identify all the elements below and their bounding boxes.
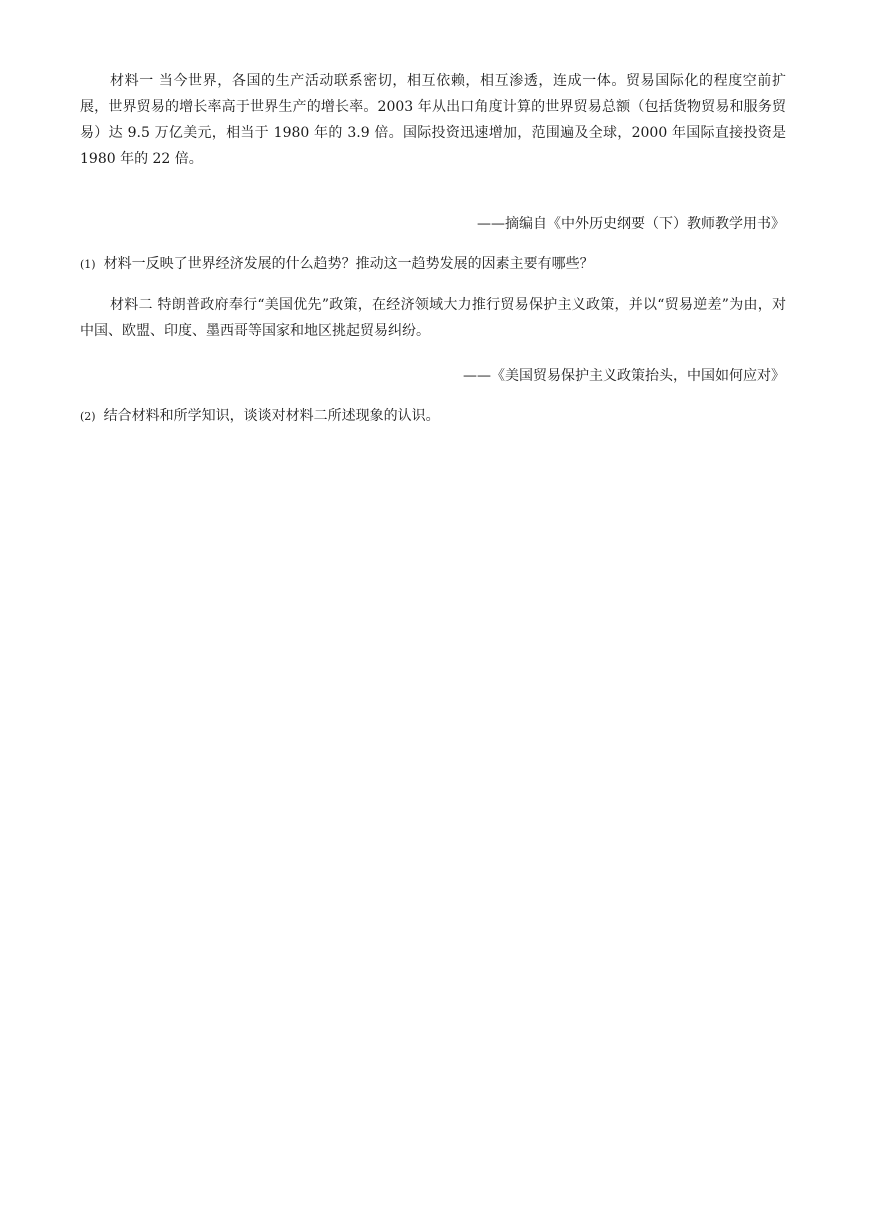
question-one-number: (1) (80, 258, 96, 271)
material-two-paragraph: 材料二 特朗普政府奉行“美国优先”政策，在经济领域大力推行贸易保护主义政策，并以“贸易逆差”为由，对中国、欧盟、印度、墨西哥等国家和地区挑起贸易纠纷。 (80, 297, 786, 339)
material-two-source: ——《美国贸易保护主义政策抬头，中国如何应对》 (463, 368, 785, 384)
question-one (80, 252, 786, 277)
question-two-text: 结合材料和所学知识，谈谈对材料二所述现象的认识。 (103, 408, 440, 424)
question-two-number: (2) (80, 410, 96, 423)
question-two (80, 404, 786, 429)
material-one-paragraph: 材料一 当今世界，各国的生产活动联系密切，相互依赖，相互渗透，连成一体。贸易国际化的程度空前扩展，世界贸易的增长率高于世界生产的增长率。2003 年从出口角度计算的世界贸易总额（包括货物贸易和服务贸易）达 9.5 万亿美元，相当于 1980 年的 3.9 倍。国际投资迅速增加，范围遍及全球，2000 年国际直接投资是 1980 年的 22 倍。 (80, 73, 786, 167)
question-one-text: 材料一反映了世界经济发展的什么趋势？推动这一趋势发展的因素主要有哪些？ (103, 256, 594, 272)
material-one-source: ——摘编自《中外历史纲要（下）教师教学用书》 (477, 216, 785, 232)
